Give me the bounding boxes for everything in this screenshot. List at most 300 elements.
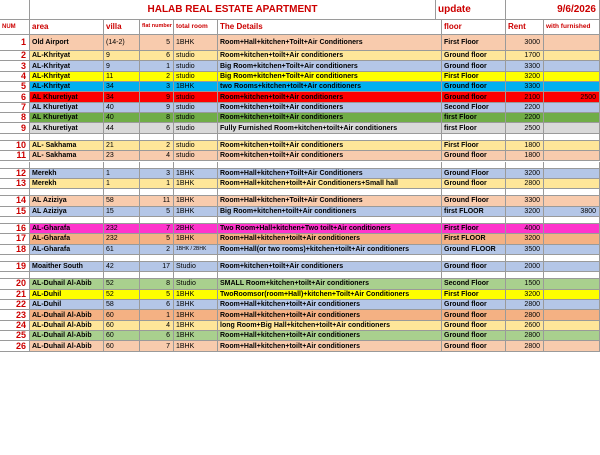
empty-cell[interactable] [30, 272, 104, 279]
area-cell[interactable]: AL Khuretiyat [30, 103, 104, 113]
villa-cell[interactable]: 52 [104, 290, 140, 300]
row-number-cell[interactable]: 11 [0, 151, 30, 161]
furnished-cell[interactable] [544, 123, 600, 133]
empty-cell[interactable] [174, 272, 218, 279]
details-cell[interactable]: Room+kitchen+toilt+Air conditioners [218, 103, 442, 113]
area-cell[interactable]: AL-Duhail Al-Abib [30, 341, 104, 351]
total-room-cell[interactable]: 1BHK [174, 300, 218, 310]
details-cell[interactable]: Big Room+kitchen+toilt+Air conditioners [218, 207, 442, 217]
sheet-title[interactable]: HALAB REAL ESTATE APARTMENT [30, 0, 436, 20]
area-cell[interactable]: AL-Gharafa [30, 245, 104, 255]
rent-cell[interactable]: 2100 [506, 92, 544, 102]
rent-cell[interactable]: 3300 [506, 82, 544, 92]
furnished-cell[interactable] [544, 262, 600, 272]
floor-cell[interactable]: First FLOOR [442, 234, 506, 244]
villa-cell[interactable]: 34 [104, 92, 140, 102]
villa-cell[interactable]: 40 [104, 113, 140, 123]
villa-cell[interactable]: 9 [104, 61, 140, 71]
empty-cell[interactable] [544, 217, 600, 224]
empty-cell[interactable] [544, 162, 600, 169]
area-cell[interactable]: AL-Duhil [30, 290, 104, 300]
empty-cell[interactable] [174, 162, 218, 169]
area-cell[interactable]: AL-Duhail Al-Abib [30, 331, 104, 341]
empty-cell[interactable] [442, 189, 506, 196]
floor-cell[interactable]: Ground floor [442, 331, 506, 341]
floor-cell[interactable]: First Floor [442, 141, 506, 151]
area-cell[interactable]: Old Airport [30, 35, 104, 51]
furnished-cell[interactable] [544, 82, 600, 92]
row-number-cell[interactable]: 12 [0, 169, 30, 179]
row-number-cell[interactable]: 22 [0, 300, 30, 310]
total-room-cell[interactable]: studio [174, 141, 218, 151]
empty-cell[interactable] [218, 189, 442, 196]
total-room-cell[interactable]: 1BHK / 2BHK [174, 245, 218, 255]
floor-cell[interactable]: Ground floor [442, 82, 506, 92]
empty-cell[interactable] [506, 189, 544, 196]
total-room-cell[interactable]: studio [174, 92, 218, 102]
details-cell[interactable]: Room+kitchen+toilt+Air conditioners [218, 113, 442, 123]
total-room-cell[interactable]: 1BHK [174, 321, 218, 331]
villa-cell[interactable]: 44 [104, 123, 140, 133]
villa-cell[interactable]: (14-2) [104, 35, 140, 51]
rent-cell[interactable]: 2500 [506, 123, 544, 133]
total-room-cell[interactable]: studio [174, 51, 218, 61]
total-room-cell[interactable]: 1BHK [174, 35, 218, 51]
flat-number-cell[interactable]: 4 [140, 321, 174, 331]
rent-cell[interactable]: 2800 [506, 300, 544, 310]
header-area[interactable]: area [30, 20, 104, 35]
total-room-cell[interactable]: Studio [174, 262, 218, 272]
total-room-cell[interactable]: Studio [174, 279, 218, 289]
flat-number-cell[interactable]: 9 [140, 103, 174, 113]
villa-cell[interactable]: 42 [104, 262, 140, 272]
rent-cell[interactable]: 2800 [506, 341, 544, 351]
flat-number-cell[interactable]: 5 [140, 234, 174, 244]
floor-cell[interactable]: Ground Floor [442, 196, 506, 206]
furnished-cell[interactable] [544, 290, 600, 300]
empty-cell[interactable] [0, 255, 30, 262]
header-rent[interactable]: Rent [506, 20, 544, 35]
area-cell[interactable]: AL Khuretiyat [30, 92, 104, 102]
rent-cell[interactable]: 3500 [506, 245, 544, 255]
rent-cell[interactable]: 2800 [506, 331, 544, 341]
total-room-cell[interactable]: 1BHK [174, 290, 218, 300]
furnished-cell[interactable] [544, 72, 600, 82]
empty-cell[interactable] [30, 255, 104, 262]
row-number-cell[interactable]: 23 [0, 310, 30, 320]
villa-cell[interactable]: 40 [104, 103, 140, 113]
header-num[interactable]: NUM [0, 20, 30, 35]
flat-number-cell[interactable]: 6 [140, 123, 174, 133]
row-number-cell[interactable]: 21 [0, 290, 30, 300]
empty-cell[interactable] [218, 255, 442, 262]
row-number-cell[interactable]: 10 [0, 141, 30, 151]
rent-cell[interactable]: 1800 [506, 151, 544, 161]
rent-cell[interactable]: 3200 [506, 234, 544, 244]
empty-cell[interactable] [218, 272, 442, 279]
details-cell[interactable]: Room+kitchen+toilt+Air conditioners [218, 151, 442, 161]
flat-number-cell[interactable]: 8 [140, 113, 174, 123]
total-room-cell[interactable]: 1BHK [174, 341, 218, 351]
empty-cell[interactable] [218, 162, 442, 169]
header-details[interactable]: The Details [218, 20, 442, 35]
floor-cell[interactable]: Ground floor [442, 51, 506, 61]
empty-cell[interactable] [30, 189, 104, 196]
empty-cell[interactable] [174, 134, 218, 141]
header-floor[interactable]: floor [442, 20, 506, 35]
flat-number-cell[interactable]: 7 [140, 224, 174, 234]
area-cell[interactable]: AL-Khrityat [30, 51, 104, 61]
flat-number-cell[interactable]: 2 [140, 141, 174, 151]
rent-cell[interactable]: 3200 [506, 207, 544, 217]
furnished-cell[interactable] [544, 321, 600, 331]
empty-cell[interactable] [140, 189, 174, 196]
total-room-cell[interactable]: 1BHK [174, 234, 218, 244]
flat-number-cell[interactable]: 11 [140, 196, 174, 206]
total-room-cell[interactable]: studio [174, 113, 218, 123]
row-number-cell[interactable]: 13 [0, 179, 30, 189]
flat-number-cell[interactable]: 6 [140, 300, 174, 310]
furnished-cell[interactable] [544, 279, 600, 289]
empty-cell[interactable] [104, 189, 140, 196]
empty-cell[interactable] [174, 189, 218, 196]
row-number-cell[interactable]: 18 [0, 245, 30, 255]
villa-cell[interactable]: 9 [104, 51, 140, 61]
details-cell[interactable]: TwoRoomsor(room+Hall)+kitchen+Toilt+Air Conditioners [218, 290, 442, 300]
rent-cell[interactable]: 3200 [506, 169, 544, 179]
flat-number-cell[interactable]: 6 [140, 51, 174, 61]
furnished-cell[interactable] [544, 151, 600, 161]
empty-cell[interactable] [140, 134, 174, 141]
header-villa[interactable]: villa [104, 20, 140, 35]
furnished-cell[interactable] [544, 141, 600, 151]
villa-cell[interactable]: 1 [104, 169, 140, 179]
villa-cell[interactable]: 15 [104, 207, 140, 217]
empty-cell[interactable] [0, 272, 30, 279]
total-room-cell[interactable]: 1BHK [174, 310, 218, 320]
empty-cell[interactable] [544, 255, 600, 262]
row-number-cell[interactable]: 16 [0, 224, 30, 234]
row-number-cell[interactable]: 7 [0, 103, 30, 113]
flat-number-cell[interactable]: 1 [140, 310, 174, 320]
row-number-cell[interactable]: 4 [0, 72, 30, 82]
rent-cell[interactable]: 2800 [506, 179, 544, 189]
empty-cell[interactable] [544, 134, 600, 141]
empty-cell[interactable] [506, 255, 544, 262]
villa-cell[interactable]: 60 [104, 310, 140, 320]
row-number-cell[interactable]: 6 [0, 92, 30, 102]
floor-cell[interactable]: Ground FLOOR [442, 245, 506, 255]
flat-number-cell[interactable]: 5 [140, 35, 174, 51]
flat-number-cell[interactable]: 1 [140, 179, 174, 189]
total-room-cell[interactable]: 1BHK [174, 196, 218, 206]
total-room-cell[interactable]: 2BHK [174, 224, 218, 234]
empty-cell[interactable] [174, 217, 218, 224]
total-room-cell[interactable]: 1BHK [174, 179, 218, 189]
flat-number-cell[interactable]: 5 [140, 207, 174, 217]
floor-cell[interactable]: Ground floor [442, 300, 506, 310]
rent-cell[interactable]: 1500 [506, 279, 544, 289]
details-cell[interactable]: Room+Hall+kitchen+toilt+Air conditioners [218, 310, 442, 320]
floor-cell[interactable]: Ground floor [442, 321, 506, 331]
empty-cell[interactable] [104, 162, 140, 169]
flat-number-cell[interactable]: 9 [140, 92, 174, 102]
rent-cell[interactable]: 4000 [506, 224, 544, 234]
total-room-cell[interactable]: studio [174, 123, 218, 133]
row-number-cell[interactable]: 14 [0, 196, 30, 206]
total-room-cell[interactable]: studio [174, 151, 218, 161]
row-number-cell[interactable]: 8 [0, 113, 30, 123]
header-total-room[interactable]: total room [174, 20, 218, 35]
details-cell[interactable]: Big Room+kitchen+Toilt+Air conditioners [218, 61, 442, 71]
details-cell[interactable]: Room+kitchen+toilt+Air conditioners [218, 262, 442, 272]
empty-cell[interactable] [506, 272, 544, 279]
row-number-cell[interactable]: 2 [0, 51, 30, 61]
area-cell[interactable]: AL- Sakhama [30, 141, 104, 151]
floor-cell[interactable]: first Floor [442, 123, 506, 133]
villa-cell[interactable]: 21 [104, 141, 140, 151]
header-with-furnished[interactable]: with furnished [544, 20, 600, 35]
furnished-cell[interactable] [544, 234, 600, 244]
empty-cell[interactable] [140, 217, 174, 224]
rent-cell[interactable]: 3200 [506, 72, 544, 82]
empty-cell[interactable] [442, 162, 506, 169]
details-cell[interactable]: Room+Hall+kitchen+toilt+Air conditioners [218, 300, 442, 310]
floor-cell[interactable]: First Floor [442, 290, 506, 300]
area-cell[interactable]: AL Aziziya [30, 207, 104, 217]
empty-cell[interactable] [104, 272, 140, 279]
rent-cell[interactable]: 1700 [506, 51, 544, 61]
corner-cell[interactable] [0, 0, 30, 20]
villa-cell[interactable]: 60 [104, 341, 140, 351]
floor-cell[interactable]: Ground floor [442, 61, 506, 71]
update-date[interactable]: 9/6/2026 [506, 0, 600, 20]
flat-number-cell[interactable]: 5 [140, 290, 174, 300]
villa-cell[interactable]: 60 [104, 321, 140, 331]
row-number-cell[interactable]: 25 [0, 331, 30, 341]
row-number-cell[interactable]: 19 [0, 262, 30, 272]
furnished-cell[interactable]: 3800 [544, 207, 600, 217]
empty-cell[interactable] [30, 134, 104, 141]
empty-cell[interactable] [104, 255, 140, 262]
rent-cell[interactable]: 3300 [506, 196, 544, 206]
villa-cell[interactable]: 232 [104, 234, 140, 244]
floor-cell[interactable]: Ground floor [442, 341, 506, 351]
empty-cell[interactable] [30, 162, 104, 169]
rent-cell[interactable]: 3200 [506, 290, 544, 300]
empty-cell[interactable] [104, 217, 140, 224]
empty-cell[interactable] [0, 189, 30, 196]
empty-cell[interactable] [30, 217, 104, 224]
empty-cell[interactable] [218, 217, 442, 224]
details-cell[interactable]: Room+kitchen+toilt+Air conditioners [218, 141, 442, 151]
furnished-cell[interactable] [544, 179, 600, 189]
details-cell[interactable]: Room+Hall+kitchen+Toilt+Air Conditioners [218, 35, 442, 51]
details-cell[interactable]: Room+Hall+kitchen+toilt+Air conditioners [218, 234, 442, 244]
details-cell[interactable]: Big Room+kitchen+Toilt+Air conditioners [218, 72, 442, 82]
empty-cell[interactable] [140, 272, 174, 279]
area-cell[interactable]: AL-Gharafa [30, 234, 104, 244]
villa-cell[interactable]: 1 [104, 179, 140, 189]
header-flat-number[interactable]: flat number [140, 20, 174, 35]
empty-cell[interactable] [0, 162, 30, 169]
details-cell[interactable]: Room+kitchen+toilt+Air conditioners [218, 92, 442, 102]
details-cell[interactable]: SMALL Room+kitchen+toilt+Air conditioners [218, 279, 442, 289]
row-number-cell[interactable]: 5 [0, 82, 30, 92]
area-cell[interactable]: AL-Gharafa [30, 224, 104, 234]
total-room-cell[interactable]: studio [174, 103, 218, 113]
empty-cell[interactable] [442, 134, 506, 141]
villa-cell[interactable]: 232 [104, 224, 140, 234]
rent-cell[interactable]: 2200 [506, 103, 544, 113]
furnished-cell[interactable] [544, 169, 600, 179]
flat-number-cell[interactable]: 3 [140, 169, 174, 179]
rent-cell[interactable]: 2600 [506, 321, 544, 331]
empty-cell[interactable] [506, 134, 544, 141]
floor-cell[interactable]: first Floor [442, 113, 506, 123]
floor-cell[interactable]: Ground Floor [442, 169, 506, 179]
details-cell[interactable]: long Room+Big Hall+kitchen+toilt+Air conditioners [218, 321, 442, 331]
area-cell[interactable]: AL-Khrityat [30, 61, 104, 71]
area-cell[interactable]: AL Khuretiyat [30, 123, 104, 133]
villa-cell[interactable]: 23 [104, 151, 140, 161]
total-room-cell[interactable]: 1BHK [174, 331, 218, 341]
furnished-cell[interactable] [544, 51, 600, 61]
floor-cell[interactable]: First Floor [442, 72, 506, 82]
details-cell[interactable]: Two Room+Hall+kitchen+Two toilt+Air conditioners [218, 224, 442, 234]
floor-cell[interactable]: Second Floor [442, 279, 506, 289]
row-number-cell[interactable]: 17 [0, 234, 30, 244]
area-cell[interactable]: AL-Duhail Al-Abib [30, 310, 104, 320]
area-cell[interactable]: AL-Duhail Al-Abib [30, 279, 104, 289]
flat-number-cell[interactable]: 6 [140, 331, 174, 341]
empty-cell[interactable] [544, 189, 600, 196]
furnished-cell[interactable] [544, 196, 600, 206]
area-cell[interactable]: AL-Khrityat [30, 72, 104, 82]
empty-cell[interactable] [218, 134, 442, 141]
flat-number-cell[interactable]: 1 [140, 61, 174, 71]
empty-cell[interactable] [506, 217, 544, 224]
rent-cell[interactable]: 2800 [506, 310, 544, 320]
rent-cell[interactable]: 3300 [506, 61, 544, 71]
total-room-cell[interactable]: 1BHK [174, 82, 218, 92]
flat-number-cell[interactable]: 4 [140, 151, 174, 161]
floor-cell[interactable]: Ground floor [442, 310, 506, 320]
flat-number-cell[interactable]: 17 [140, 262, 174, 272]
details-cell[interactable]: Room+Hall+kitchen+toilt+Air Conditioners+Small hall [218, 179, 442, 189]
villa-cell[interactable]: 11 [104, 72, 140, 82]
furnished-cell[interactable] [544, 61, 600, 71]
empty-cell[interactable] [174, 255, 218, 262]
flat-number-cell[interactable]: 8 [140, 279, 174, 289]
floor-cell[interactable]: First Floor [442, 224, 506, 234]
furnished-cell[interactable] [544, 103, 600, 113]
villa-cell[interactable]: 61 [104, 245, 140, 255]
rent-cell[interactable]: 1800 [506, 141, 544, 151]
rent-cell[interactable]: 2000 [506, 262, 544, 272]
details-cell[interactable]: Room+Hall+kitchen+Toilt+Air Conditioners [218, 196, 442, 206]
flat-number-cell[interactable]: 7 [140, 341, 174, 351]
empty-cell[interactable] [0, 134, 30, 141]
details-cell[interactable]: Room+Hall(or two rooms)+kitchen+toilt+Air conditioners [218, 245, 442, 255]
empty-cell[interactable] [442, 255, 506, 262]
total-room-cell[interactable]: 1BHK [174, 169, 218, 179]
details-cell[interactable]: Room+Hall+kitchen+toilt+Air conditioners [218, 331, 442, 341]
area-cell[interactable]: Moaither South [30, 262, 104, 272]
furnished-cell[interactable]: 2500 [544, 92, 600, 102]
flat-number-cell[interactable]: 2 [140, 72, 174, 82]
floor-cell[interactable]: first FLOOR [442, 207, 506, 217]
row-number-cell[interactable]: 1 [0, 35, 30, 51]
furnished-cell[interactable] [544, 310, 600, 320]
row-number-cell[interactable]: 3 [0, 61, 30, 71]
details-cell[interactable]: two Rooms+kitchen+toilt+Air conditioners [218, 82, 442, 92]
area-cell[interactable]: AL-Khrityat [30, 82, 104, 92]
floor-cell[interactable]: First Floor [442, 35, 506, 51]
total-room-cell[interactable]: 1BHK [174, 207, 218, 217]
details-cell[interactable]: Fully Furnished Room+kitchen+toilt+Air conditioners [218, 123, 442, 133]
floor-cell[interactable]: Ground floor [442, 151, 506, 161]
villa-cell[interactable]: 52 [104, 279, 140, 289]
area-cell[interactable]: AL-Duhil [30, 300, 104, 310]
empty-cell[interactable] [506, 162, 544, 169]
flat-number-cell[interactable]: 2 [140, 245, 174, 255]
area-cell[interactable]: AL Khuretiyat [30, 113, 104, 123]
details-cell[interactable]: Room+Hall+kitchen+Toilt+Air Conditioners [218, 169, 442, 179]
furnished-cell[interactable] [544, 113, 600, 123]
area-cell[interactable]: AL-Duhail Al-Abib [30, 321, 104, 331]
row-number-cell[interactable]: 15 [0, 207, 30, 217]
empty-cell[interactable] [0, 217, 30, 224]
empty-cell[interactable] [140, 255, 174, 262]
row-number-cell[interactable]: 20 [0, 279, 30, 289]
details-cell[interactable]: Room+Hall+kitchen+toilt+Air conditioners [218, 341, 442, 351]
furnished-cell[interactable] [544, 341, 600, 351]
update-label[interactable]: update [436, 0, 506, 20]
furnished-cell[interactable] [544, 35, 600, 51]
row-number-cell[interactable]: 26 [0, 341, 30, 351]
floor-cell[interactable]: Ground floor [442, 262, 506, 272]
flat-number-cell[interactable]: 3 [140, 82, 174, 92]
villa-cell[interactable]: 34 [104, 82, 140, 92]
total-room-cell[interactable]: studio [174, 72, 218, 82]
empty-cell[interactable] [442, 217, 506, 224]
villa-cell[interactable]: 60 [104, 331, 140, 341]
row-number-cell[interactable]: 24 [0, 321, 30, 331]
furnished-cell[interactable] [544, 300, 600, 310]
empty-cell[interactable] [104, 134, 140, 141]
area-cell[interactable]: Merekh [30, 179, 104, 189]
furnished-cell[interactable] [544, 224, 600, 234]
details-cell[interactable]: Room+kitchen+toilt+Air conditioners [218, 51, 442, 61]
furnished-cell[interactable] [544, 331, 600, 341]
floor-cell[interactable]: Second Floor [442, 103, 506, 113]
total-room-cell[interactable]: studio [174, 61, 218, 71]
villa-cell[interactable]: 58 [104, 300, 140, 310]
empty-cell[interactable] [140, 162, 174, 169]
area-cell[interactable]: Merekh [30, 169, 104, 179]
furnished-cell[interactable] [544, 245, 600, 255]
area-cell[interactable]: AL- Sakhama [30, 151, 104, 161]
rent-cell[interactable]: 3000 [506, 35, 544, 51]
row-number-cell[interactable]: 9 [0, 123, 30, 133]
floor-cell[interactable]: Ground floor [442, 179, 506, 189]
empty-cell[interactable] [544, 272, 600, 279]
area-cell[interactable]: AL Aziziya [30, 196, 104, 206]
floor-cell[interactable]: Ground floor [442, 92, 506, 102]
empty-cell[interactable] [442, 272, 506, 279]
villa-cell[interactable]: 58 [104, 196, 140, 206]
